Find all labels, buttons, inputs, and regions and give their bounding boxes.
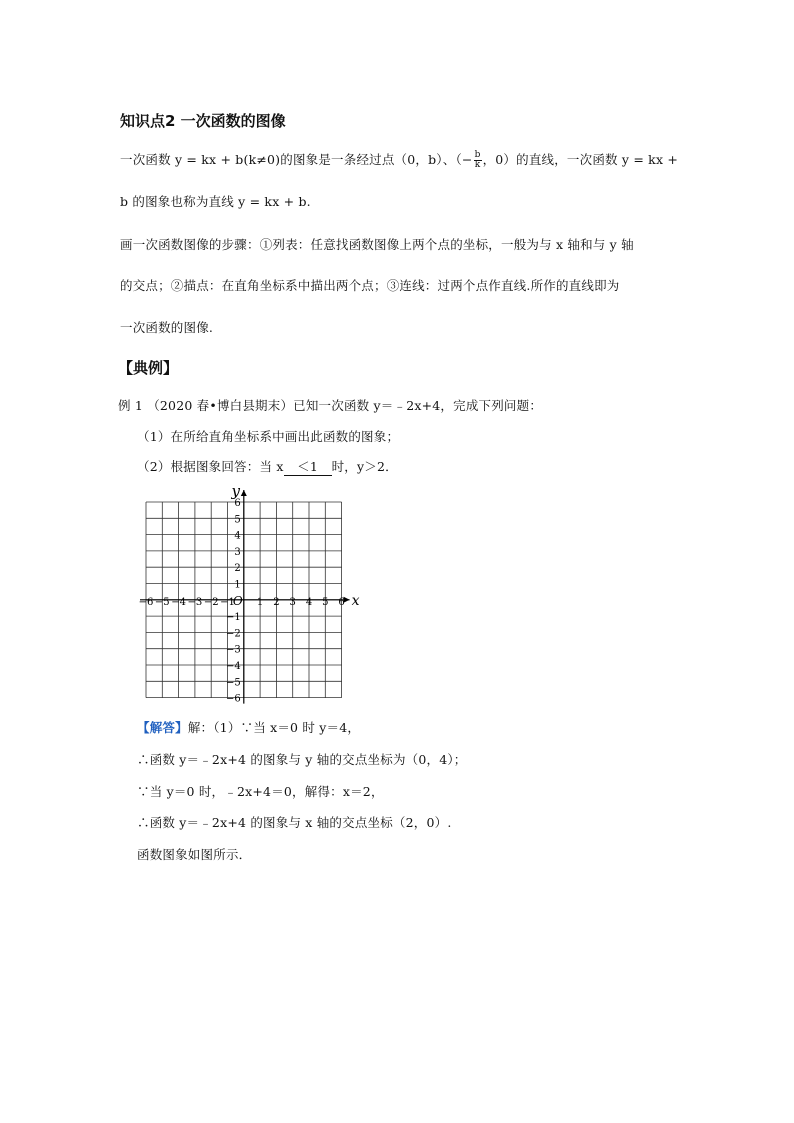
x-tick-label: −5 bbox=[154, 596, 170, 608]
y-tick-label: −2 bbox=[226, 628, 241, 640]
origin-label: O bbox=[232, 593, 243, 608]
x-tick-label: 2 bbox=[273, 596, 280, 608]
solution-tag: 【解答】 bbox=[137, 720, 188, 735]
x-tick-label: −2 bbox=[203, 596, 219, 608]
intro-line-1-a: 一次函数 y = kx + b(k≠0)的图象是一条经过点（0，b）、（− bbox=[120, 152, 473, 167]
x-tick-label: 1 bbox=[256, 596, 264, 608]
example-question-1: （1）在所给直角坐标系中画出此函数的图象； bbox=[137, 429, 400, 444]
example-header: 【典例】 bbox=[118, 359, 179, 377]
x-tick-label: 3 bbox=[289, 596, 296, 608]
x-tick-label: 5 bbox=[322, 596, 329, 608]
x-tick-label: −6 bbox=[138, 596, 154, 608]
y-tick-label: 6 bbox=[234, 498, 241, 509]
solution-line-4: ∴函数 y＝﹣2x+4 的图象与 x 轴的交点坐标（2，0）. bbox=[137, 815, 452, 830]
coordinate-grid bbox=[128, 480, 368, 710]
y-axis-arrow bbox=[241, 490, 247, 496]
fraction-denominator: k bbox=[474, 160, 481, 170]
section-title: 知识点2 一次函数的图像 bbox=[120, 112, 286, 130]
x-tick-label: −4 bbox=[171, 596, 186, 608]
question-2-text-a: （2）根据图象回答：当 x bbox=[137, 459, 284, 474]
intro-line-3: 画一次函数图像的步骤：①列表：任意找函数图像上两个点的坐标，一般为与 x 轴和与 y 轴 bbox=[120, 237, 634, 252]
x-tick-label: 6 bbox=[338, 596, 345, 608]
solution-line-3: ∵当 y＝0 时，﹣2x+4＝0，解得：x＝2， bbox=[137, 784, 384, 799]
example-question-2 bbox=[137, 457, 398, 476]
solution-line-2: ∴函数 y＝﹣2x+4 的图象与 y 轴的交点坐标为（0，4）； bbox=[137, 752, 467, 767]
y-axis-label: y bbox=[231, 482, 241, 500]
y-tick-label: 2 bbox=[234, 563, 241, 575]
fraction-numerator: b bbox=[474, 150, 481, 160]
y-tick-label: 3 bbox=[234, 546, 241, 558]
example-title: 例 1 （2020 春•博白县期末）已知一次函数 y＝﹣2x+4，完成下列问题： bbox=[118, 398, 543, 413]
intro-line-2: b 的图象也称为直线 y = kx + b. bbox=[120, 194, 311, 209]
fraction-b-over-k bbox=[474, 151, 482, 170]
answer-blank: ＜1 bbox=[284, 457, 332, 476]
intro-line-5: 一次函数的图像. bbox=[120, 320, 214, 335]
solution-line-5: 函数图象如图所示． bbox=[137, 847, 252, 862]
x-tick-label: 4 bbox=[305, 596, 313, 608]
x-tick-label: −1 bbox=[220, 596, 235, 608]
y-tick-label: −1 bbox=[226, 612, 241, 624]
x-axis-label: x bbox=[351, 592, 360, 609]
intro-line-1-b: ，0）的直线，一次函数 y = kx + bbox=[482, 152, 679, 167]
y-tick-label: 4 bbox=[234, 530, 241, 542]
intro-line-1 bbox=[120, 150, 678, 170]
y-tick-label: −4 bbox=[226, 661, 241, 672]
question-2-text-b: 时，y＞2． bbox=[331, 459, 398, 474]
y-tick-label: −5 bbox=[226, 677, 241, 689]
solution-line-1-text: 解：（1）∵当 x＝0 时 y＝4， bbox=[187, 720, 361, 735]
intro-line-4: 的交点；②描点：在直角坐标系中描出两个点；③连线：过两个点作直线.所作的直线即为 bbox=[120, 278, 620, 293]
y-tick-label: 1 bbox=[234, 579, 241, 591]
x-tick-label: −3 bbox=[187, 596, 203, 608]
y-tick-label: 5 bbox=[234, 514, 241, 526]
y-tick-label: −6 bbox=[226, 693, 241, 705]
tick-labels bbox=[139, 482, 360, 705]
solution-line-1 bbox=[137, 718, 360, 736]
y-tick-label: −3 bbox=[226, 644, 241, 656]
